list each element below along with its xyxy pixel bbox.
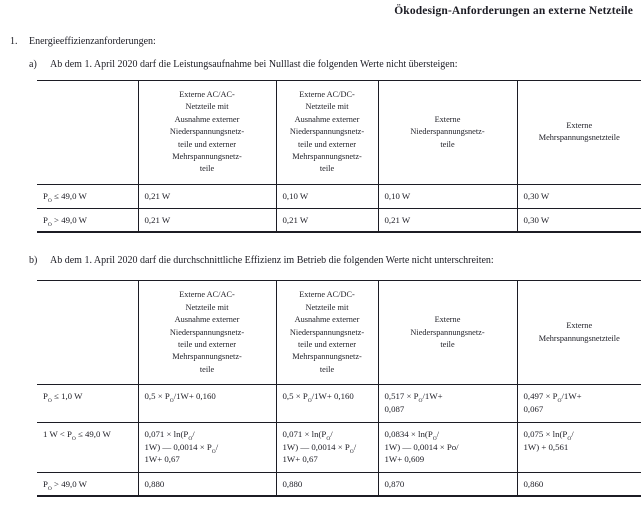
table-cell: $0,071 \times \ln(P_O/$ 1W) — $0,0014 \times P_O/$ 1W+ 0,67 xyxy=(276,423,378,473)
table-cell: $0,497 \times P_O/1W+$ 0,067 xyxy=(517,385,641,423)
table-header-row xyxy=(37,281,641,385)
col-header-niederspannung: Externe Niederspannungsnetz- teile xyxy=(378,281,517,385)
row-header: $P_O > 49,0$ W xyxy=(37,208,138,232)
table-cell: 0,870 xyxy=(378,473,517,496)
col-header-acac: Externe AC/AC- Netzteile mit Ausnahme externer Niederspannungsnetz- teile und externer Mehrspannungsnetz- teile xyxy=(138,281,276,385)
table-cell: 0,880 xyxy=(276,473,378,496)
table-cell: $0,517 \times P_O/1W+$ 0,087 xyxy=(378,385,517,423)
item-b xyxy=(29,254,643,267)
table-row xyxy=(37,208,641,232)
table-cell: 0,30 W xyxy=(517,184,641,208)
col-header-empty xyxy=(37,81,138,185)
table-cell: 0,21 W xyxy=(138,208,276,232)
item-b-text: Ab dem 1. April 2020 darf die durchschnittliche Effizienz im Betrieb die folgenden Werte nicht unterschreiten: xyxy=(50,255,494,267)
table-nulllast xyxy=(37,80,641,233)
table-cell: $0,5 \times P_O/1W+ 0,160$ xyxy=(138,385,276,423)
row-header: 1 $W < P_O \le 49,0$ W xyxy=(37,423,138,473)
table-effizienz xyxy=(37,280,641,496)
row-header: $P_O \le 49,0$ W xyxy=(43,190,87,204)
col-header-empty xyxy=(37,281,138,385)
col-header-acdc: Externe AC/DC- Netzteile mit Ausnahme externer Niederspannungsnetz- teile und externer Mehrspannungsnetz- teile xyxy=(276,81,378,185)
col-header-mehrspannung: Externe Mehrspannungsnetzteile xyxy=(517,81,641,185)
section-number: 1. xyxy=(10,36,18,47)
item-a-label: a) xyxy=(29,59,37,70)
table-cell: $0,5 \times P_O/1W+ 0,160$ xyxy=(276,385,378,423)
table-cell: 0,30 W xyxy=(517,208,641,232)
row-header: $P_O > 49,0$ W xyxy=(37,473,138,496)
table-cell: $0,071 \times \ln(P_O/$ 1W) — $0,0014 \times P_O/$ 1W+ 0,67 xyxy=(138,423,276,473)
table-cell: 0,10 W xyxy=(276,184,378,208)
table-row xyxy=(37,184,641,208)
table-cell: 0,10 W xyxy=(378,184,517,208)
row-header: $P_O \le 1,0$ W xyxy=(43,391,83,404)
col-header-acac: Externe AC/AC- Netzteile mit Ausnahme externer Niederspannungsnetz- teile und externer Mehrspannungsnetz- teile xyxy=(138,81,276,185)
item-a xyxy=(29,58,643,71)
table-cell: $0,075 \times \ln(P_O/$ 1W) + 0,561 xyxy=(517,423,641,473)
table-cell: $0,0834 \times \ln(P_O/$ 1W) — 0,0014 × Po/ 1W+ 0,609 xyxy=(378,423,517,473)
table-cell: 0,860 xyxy=(517,473,641,496)
table-cell: 0,21 W xyxy=(378,208,517,232)
table-row xyxy=(37,473,641,496)
col-header-mehrspannung: Externe Mehrspannungsnetzteile xyxy=(517,281,641,385)
item-a-text: Ab dem 1. April 2020 darf die Leistungsaufnahme bei Nulllast die folgenden Werte nicht übersteigen: xyxy=(50,59,458,70)
table-row xyxy=(37,423,641,473)
document-title: Ökodesign-Anforderungen an externe Netzteile xyxy=(394,5,633,17)
table-cell: 0,21 W xyxy=(138,184,276,208)
table-cell: 0,21 W xyxy=(276,208,378,232)
table-cell: 0,880 xyxy=(138,473,276,496)
section-title: Energieeffizienzanforderungen: xyxy=(29,36,156,47)
item-b-label: b) xyxy=(29,255,38,267)
section-heading xyxy=(10,35,643,48)
table-header-row xyxy=(37,81,641,185)
col-header-acdc: Externe AC/DC- Netzteile mit Ausnahme externer Niederspannungsnetz- teile und externer Mehrspannungsnetz- teile xyxy=(276,281,378,385)
table-row xyxy=(37,385,641,423)
col-header-niederspannung: Externe Niederspannungsnetz- teile xyxy=(378,81,517,185)
